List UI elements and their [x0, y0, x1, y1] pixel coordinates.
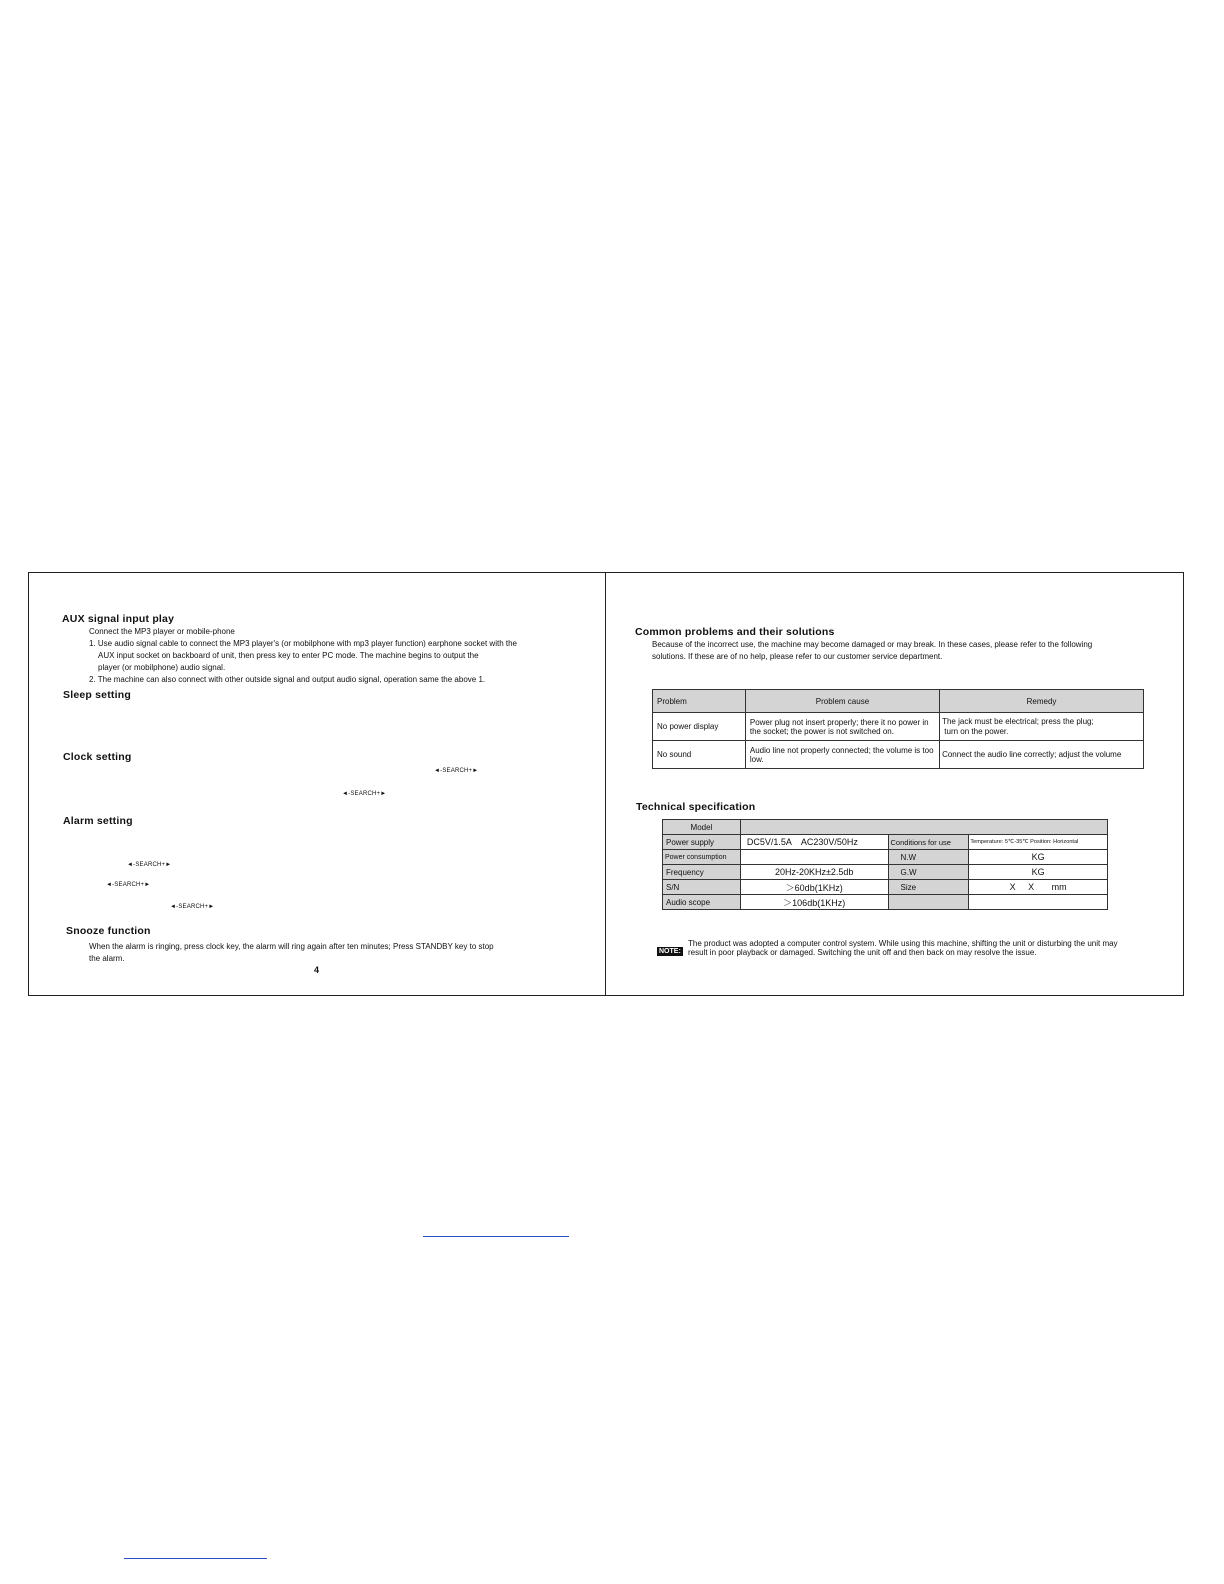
- spec-row: [663, 835, 1108, 850]
- alarm-search-label-a: ◄-SEARCH+►: [127, 862, 172, 868]
- spec-value: X X mm: [969, 880, 1108, 895]
- note-badge: NOTE:: [659, 948, 681, 955]
- spec-label: Power supply: [663, 835, 741, 850]
- aux-line-2: 1. Use audio signal cable to connect the MP3 player's (or mobilphone with mp3 player function) earphone socket with the: [89, 639, 517, 648]
- empty-link-underline[interactable]: [124, 1558, 267, 1559]
- snooze-line-2: the alarm.: [89, 954, 125, 963]
- spec-label: Model: [663, 820, 741, 835]
- page-number: 4: [314, 965, 320, 975]
- header-remedy: Remedy: [940, 690, 1144, 713]
- spec-label: G.W: [888, 865, 969, 880]
- cell-problem: No power display: [653, 713, 746, 741]
- spec-label: Frequency: [663, 865, 741, 880]
- aux-heading: AUX signal input play: [62, 613, 175, 625]
- note-block: [657, 940, 683, 958]
- clock-search-label-a: ◄-SEARCH+►: [434, 768, 479, 774]
- spec-value: ＞60db(1KHz): [740, 880, 888, 895]
- spec-value: KG: [969, 850, 1108, 865]
- spec-row: [663, 895, 1108, 910]
- clock-search-label-b: ◄-SEARCH+►: [342, 791, 387, 797]
- spec-value: ＞106db(1KHz): [740, 895, 888, 910]
- cell-cause: Power plug not insert properly; there it no power in the socket; the power is not switched on.: [745, 713, 939, 741]
- spec-label: Size: [888, 880, 969, 895]
- spec-value: DC5V/1.5A AC230V/50Hz: [740, 835, 888, 850]
- alarm-heading: Alarm setting: [63, 815, 133, 827]
- spec-value: Temperature: 5℃-35℃ Position: Horizontal: [969, 835, 1108, 850]
- spec-label: [888, 895, 969, 910]
- spec-label: Conditions for use: [888, 835, 969, 850]
- aux-line-3: AUX input socket on backboard of unit, then press key to enter PC mode. The machine begins to output the: [98, 651, 479, 660]
- spec-value: 20Hz-20KHz±2.5db: [740, 865, 888, 880]
- table-row: [653, 741, 1144, 769]
- cell-cause: Audio line not properly connected; the volume is too low.: [745, 741, 939, 769]
- aux-line-1: Connect the MP3 player or mobile-phone: [89, 627, 235, 636]
- problems-intro-2: solutions. If these are of no help, please refer to our customer service department.: [652, 652, 943, 661]
- spec-label: Power consumption: [663, 850, 741, 865]
- alarm-search-label-c: ◄-SEARCH+►: [170, 904, 215, 910]
- note-line-2: result in poor playback or damaged. Switching the unit off and then back on may resolve the issue.: [688, 948, 1037, 957]
- aux-line-5: 2. The machine can also connect with other outside signal and output audio signal, operation same the above 1.: [89, 675, 486, 684]
- header-problem: Problem: [653, 690, 746, 713]
- spec-model-row: [663, 820, 1108, 835]
- cell-remedy: [940, 713, 1144, 741]
- spec-heading: Technical specification: [636, 801, 756, 813]
- spec-row: [663, 865, 1108, 880]
- alarm-search-label-b: ◄-SEARCH+►: [106, 882, 151, 888]
- remedy-line: The jack must be electrical; press the plug;: [942, 716, 1094, 726]
- spec-value: [969, 895, 1108, 910]
- problems-header-row: [653, 690, 1144, 713]
- spec-value: [740, 820, 1107, 835]
- header-cause: Problem cause: [745, 690, 939, 713]
- table-row: [653, 713, 1144, 741]
- remedy-line: turn on the power.: [942, 726, 1009, 736]
- clock-heading: Clock setting: [63, 751, 132, 763]
- sleep-heading: Sleep setting: [63, 689, 131, 701]
- spec-label: Audio scope: [663, 895, 741, 910]
- empty-link-underline[interactable]: [423, 1236, 569, 1237]
- cell-problem: No sound: [653, 741, 746, 769]
- note-line-1: The product was adopted a computer control system. While using this machine, shifting the unit or disturbing the unit may: [688, 939, 1118, 948]
- snooze-line-1: When the alarm is ringing, press clock key, the alarm will ring again after ten minutes; Press STANDBY key to stop: [89, 942, 494, 951]
- spec-row: [663, 850, 1108, 865]
- spec-value: KG: [969, 865, 1108, 880]
- problems-table: [652, 689, 1144, 769]
- problems-intro-1: Because of the incorrect use, the machine may become damaged or may break. In these cases, please refer to the following: [652, 640, 1093, 649]
- spec-table: [662, 819, 1108, 910]
- problems-heading: Common problems and their solutions: [635, 626, 835, 638]
- spec-value: [740, 850, 888, 865]
- spec-label: N.W: [888, 850, 969, 865]
- spec-label: S/N: [663, 880, 741, 895]
- cell-remedy: [940, 741, 1144, 769]
- aux-line-4: player (or mobilphone) audio signal.: [98, 663, 226, 672]
- remedy-line: Connect the audio line correctly; adjust the volume: [942, 750, 1122, 759]
- spec-row: [663, 880, 1108, 895]
- page-divider: [605, 572, 606, 996]
- snooze-heading: Snooze function: [66, 925, 151, 937]
